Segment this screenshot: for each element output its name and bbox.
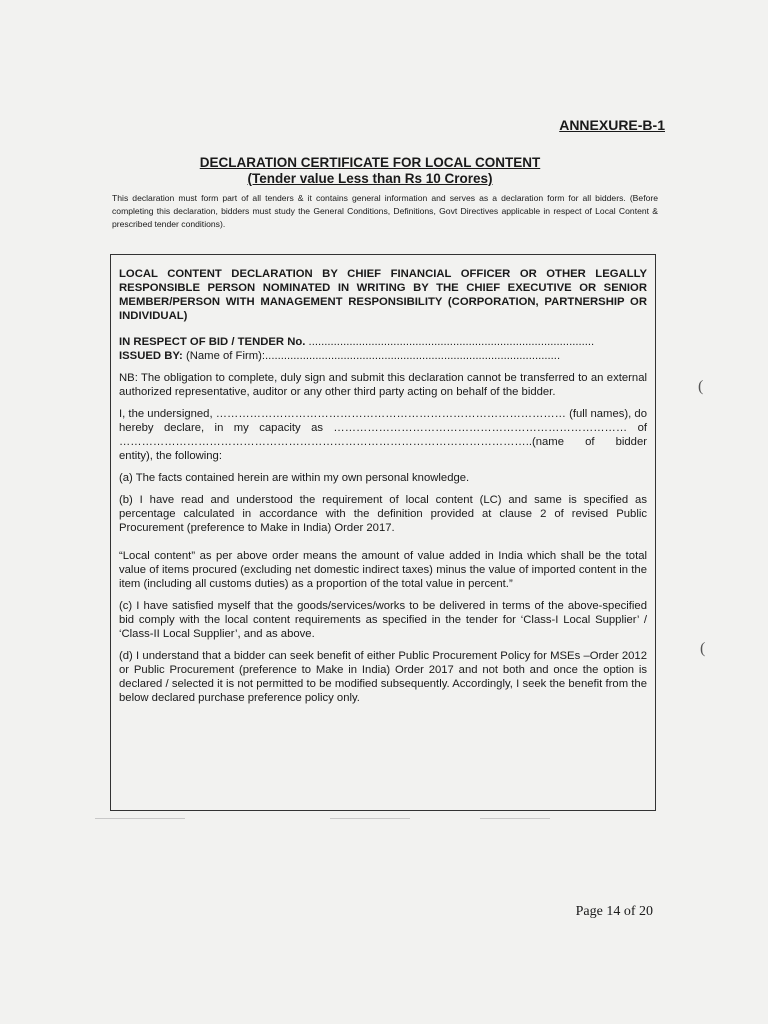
document-heading [0, 155, 740, 187]
item-d: (d) I understand that a bidder can seek benefit of either Public Procurement Policy for MSEs –Order 2012 or Public Procurement (preference to Make in India) Order 2017 and not both and once the option is declared / selected it is not permitted to be modified subsequently. Accordingly, I seek the benefit from the below declared purchase preference policy only. [119, 650, 647, 704]
margin-mark: ( [698, 378, 704, 395]
item-b: (b) I have read and understood the requirement of local content (LC) and same is specified as percentage calculated in accordance with the definition provided at clause 2 of revised Public Procurement (preference to Make in India) Order 2017. [119, 494, 647, 534]
item-c: (c) I have satisfied myself that the goods/services/works to be delivered in terms of the above-specified bid comply with the local content requirements as specified in the tender for ‘Class-I Local Supplier’ / ‘Class-II Local Supplier’, and as above. [119, 600, 647, 640]
scan-artifact-line [95, 818, 185, 819]
page-number: Page 14 of 20 [575, 904, 653, 919]
scan-artifact-line [330, 818, 410, 819]
annexure-label: ANNEXURE-B-1 [559, 117, 665, 133]
issued-label: ISSUED BY: [119, 350, 183, 362]
document-subtitle: (Tender value Less than Rs 10 Crores) [247, 171, 493, 186]
intro-paragraph: This declaration must form part of all tenders & it contains general information and serves as a declaration form for all bidders. (Before completing this declaration, bidders must study the General Conditions, Definitions, Govt Directives applicable in respect of Local Content & prescribed tender conditions). [112, 193, 658, 229]
declaration-box [110, 254, 656, 811]
declaration-title: LOCAL CONTENT DECLARATION BY CHIEF FINANCIAL OFFICER OR OTHER LEGALLY RESPONSIBLE PERSON NOMINATED IN WRITING BY THE CHIEF EXECUTIVE OR SENIOR MEMBER/PERSON WITH MANAGEMENT RESPONSIBILITY (CORPORATION, PARTNERSHIP OR INDIVIDUAL) [119, 268, 647, 322]
margin-mark: ( [700, 640, 706, 657]
declaration-content [119, 267, 647, 713]
issued-firm-field: (Name of Firm):.............................................................................................. [182, 350, 561, 362]
issued-line [119, 349, 647, 363]
undersigned-paragraph: I, the undersigned, ………………………………………………………………………………… (full names), do hereby declare, in my capacity as …………………………………………………………………… of ………………………………………………………………………………………………..(name of bidder entity), the following: [119, 408, 647, 462]
bid-label: IN RESPECT OF BID / TENDER No. [119, 336, 306, 348]
document-title: DECLARATION CERTIFICATE FOR LOCAL CONTENT [199, 155, 541, 170]
bid-number-field: ........................................................................................... [305, 336, 595, 348]
nb-paragraph: NB: The obligation to complete, duly sign and submit this declaration cannot be transferred to an external authorized representative, auditor or any other third party acting on behalf of the bidder. [119, 372, 647, 398]
item-a: (a) The facts contained herein are within my own personal knowledge. [119, 472, 470, 484]
scan-artifact-line [480, 818, 550, 819]
local-content-definition: “Local content” as per above order means the amount of value added in India which shall be the total value of items procured (excluding net domestic indirect taxes) minus the value of imported content in the item (including all customs duties) as a proportion of the total value in percent.” [119, 550, 647, 590]
bid-line [119, 335, 647, 349]
